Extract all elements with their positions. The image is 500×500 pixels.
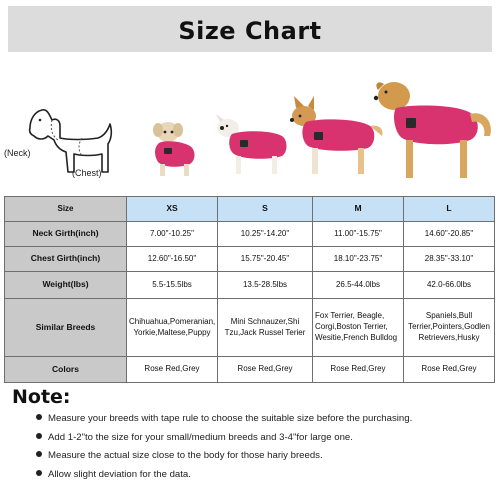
note-item: Measure your breeds with tape rule to choose the suitable size before the purchasing.: [36, 410, 412, 429]
table-cell: 15.75"-20.45": [218, 247, 313, 272]
bullet-icon: [36, 470, 42, 476]
size-l: L: [404, 197, 495, 222]
note-title: Note:: [12, 386, 71, 408]
title-band: [8, 6, 492, 52]
table-header-row: [5, 197, 495, 222]
table-cell: 10.25"-14.20": [218, 222, 313, 247]
size-chart-table: [4, 196, 495, 383]
table-cell: 13.5-28.5lbs: [218, 272, 313, 299]
dog-photo-xs: [146, 118, 204, 180]
table-cell: Spaniels,Bull Terrier,Pointers,Godlen Retrievers,Husky: [404, 299, 495, 357]
table-row-chest: [5, 247, 495, 272]
table-cell: Chihuahua,Pomeranian, Yorkie,Maltese,Puppy: [127, 299, 218, 357]
note-item: Measure the actual size close to the body for those hariy breeds.: [36, 447, 412, 466]
table-row-neck: [5, 222, 495, 247]
table-cell: Mini Schnauzer,Shi Tzu,Jack Russel Terier: [218, 299, 313, 357]
bullet-icon: [36, 433, 42, 439]
table-cell: 26.5-44.0lbs: [313, 272, 404, 299]
chest-label: (Chest): [72, 168, 102, 178]
row-label-weight: Weight(lbs): [5, 272, 127, 299]
table-cell: Rose Red,Grey: [218, 357, 313, 383]
bullet-icon: [36, 414, 42, 420]
size-header-cell: Size: [5, 197, 127, 222]
table-row-colors: [5, 357, 495, 383]
dog-photo-l: [372, 74, 496, 186]
table-cell: 28.35"-33.10": [404, 247, 495, 272]
row-label-neck: Neck Girth(inch): [5, 222, 127, 247]
dog-measurement-diagram: [12, 98, 130, 190]
neck-label: (Neck): [4, 148, 31, 158]
size-xs: XS: [127, 197, 218, 222]
note-item: Add 1-2"to the size for your small/medium breeds and 3-4"for large one.: [36, 429, 412, 448]
table-cell: Fox Terrier, Beagle, Corgi,Boston Terrier, Wesitie,French Bulldog: [313, 299, 404, 357]
table-row-weight: [5, 272, 495, 299]
row-label-chest: Chest Girth(inch): [5, 247, 127, 272]
table-row-breeds: [5, 299, 495, 357]
table-cell: 5.5-15.5lbs: [127, 272, 218, 299]
note-list: [36, 410, 412, 484]
table-cell: Rose Red,Grey: [313, 357, 404, 383]
row-label-colors: Colors: [5, 357, 127, 383]
table-cell: 7.00"-10.25": [127, 222, 218, 247]
table-cell: Rose Red,Grey: [127, 357, 218, 383]
page-title: Size Chart: [178, 17, 322, 45]
bullet-icon: [36, 451, 42, 457]
size-s: S: [218, 197, 313, 222]
dog-photo-s: [212, 112, 292, 182]
row-label-breeds: Similar Breeds: [5, 299, 127, 357]
size-m: M: [313, 197, 404, 222]
table-cell: 42.0-66.0lbs: [404, 272, 495, 299]
table-cell: 14.60"-20.85": [404, 222, 495, 247]
table-cell: Rose Red,Grey: [404, 357, 495, 383]
table-cell: 18.10"-23.75": [313, 247, 404, 272]
table-cell: 11.00"-15.75": [313, 222, 404, 247]
note-item: Allow slight deviation for the data.: [36, 466, 412, 485]
table-cell: 12.60"-16.50": [127, 247, 218, 272]
